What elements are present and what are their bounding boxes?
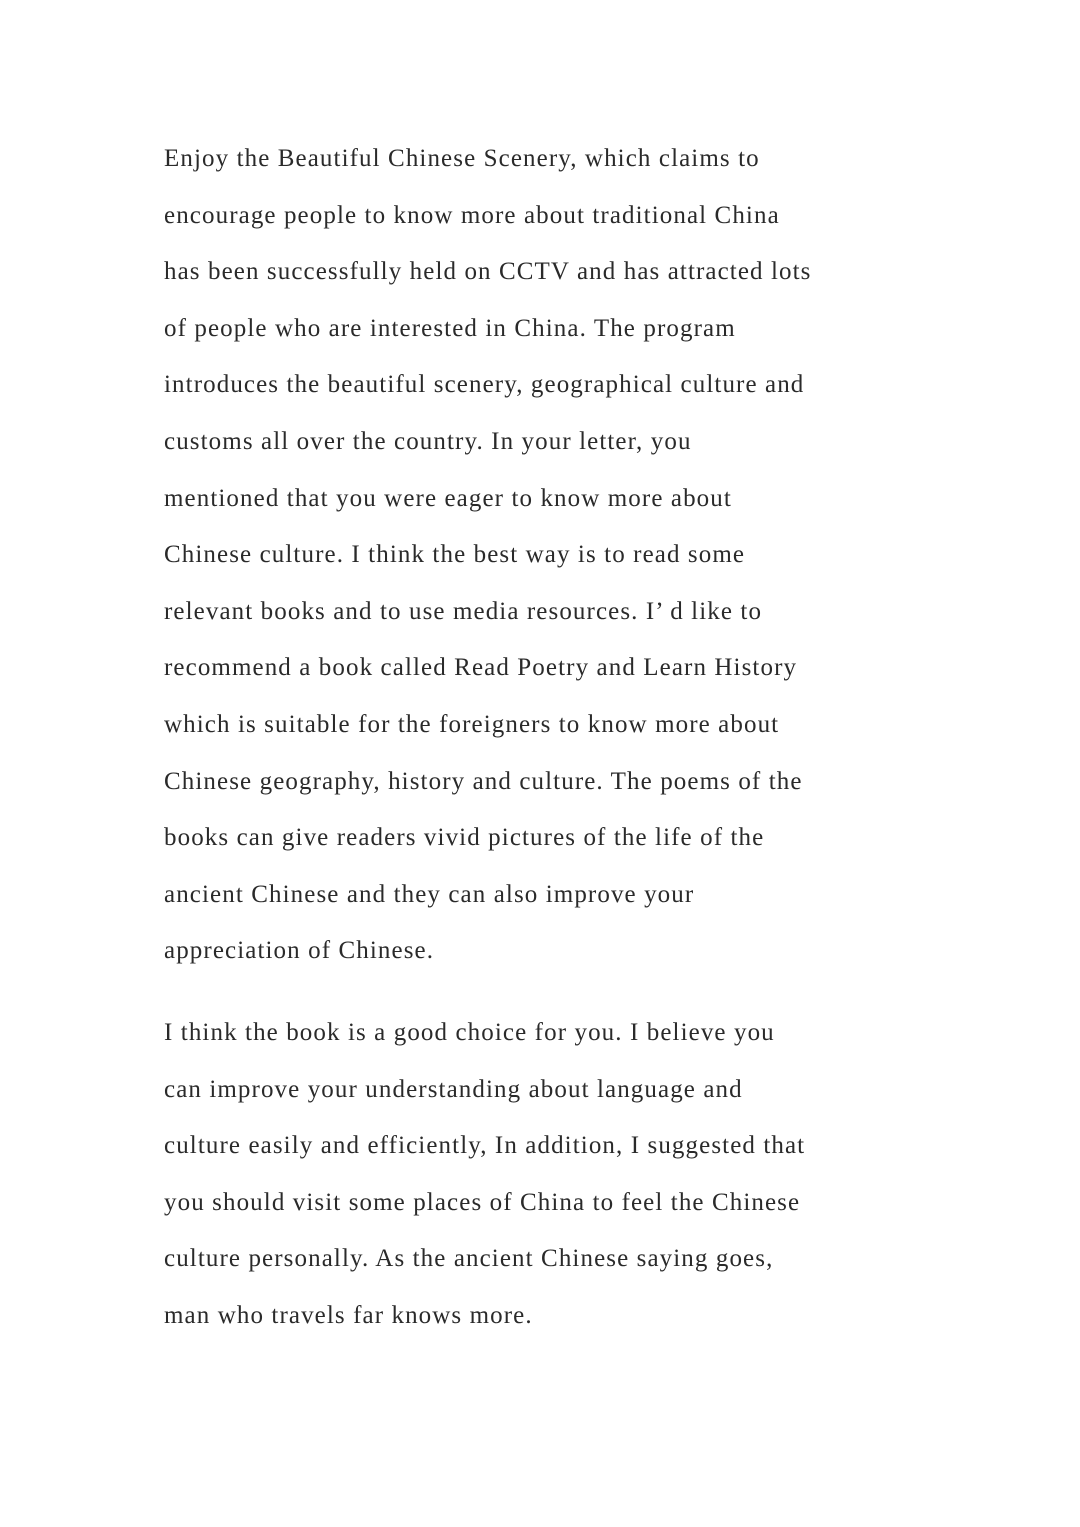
- paragraph-1: [164, 131, 964, 980]
- text-line: mentioned that you were eager to know more about: [164, 484, 732, 512]
- text-line: recommend a book called Read Poetry and Learn History: [164, 654, 798, 682]
- paragraph-2: [164, 1005, 964, 1345]
- text-line: you should visit some places of China to feel the Chinese: [164, 1188, 801, 1216]
- text-line: I think the book is a good choice for you. I believe you: [164, 1019, 775, 1046]
- text-line: culture easily and efficiently, In addition, I suggested that: [164, 1132, 806, 1160]
- text-line: ancient Chinese and they can also improve your: [164, 880, 695, 908]
- text-line: culture personally. As the ancient Chinese saying goes,: [164, 1245, 774, 1273]
- text-line: can improve your understanding about language and: [164, 1075, 743, 1103]
- text-line: has been successfully held on CCTV and has attracted lots: [164, 258, 812, 286]
- text-line: man who travels far knows more.: [164, 1301, 533, 1329]
- text-line: of people who are interested in China. The program: [164, 314, 736, 342]
- text-line: encourage people to know more about traditional China: [164, 201, 780, 229]
- text-line: appreciation of Chinese.: [164, 937, 435, 965]
- text-line: relevant books and to use media resources. I’ d like to: [164, 597, 763, 625]
- text-line: Chinese culture. I think the best way is to read some: [164, 541, 746, 569]
- text-line: books can give readers vivid pictures of the life of the: [164, 824, 765, 852]
- text-line: customs all over the country. In your letter, you: [164, 427, 692, 455]
- text-line: Enjoy the Beautiful Chinese Scenery, which claims to: [164, 145, 760, 172]
- text-line: Chinese geography, history and culture. The poems of the: [164, 767, 803, 795]
- text-line: which is suitable for the foreigners to know more about: [164, 710, 780, 738]
- text-line: introduces the beautiful scenery, geographical culture and: [164, 371, 805, 399]
